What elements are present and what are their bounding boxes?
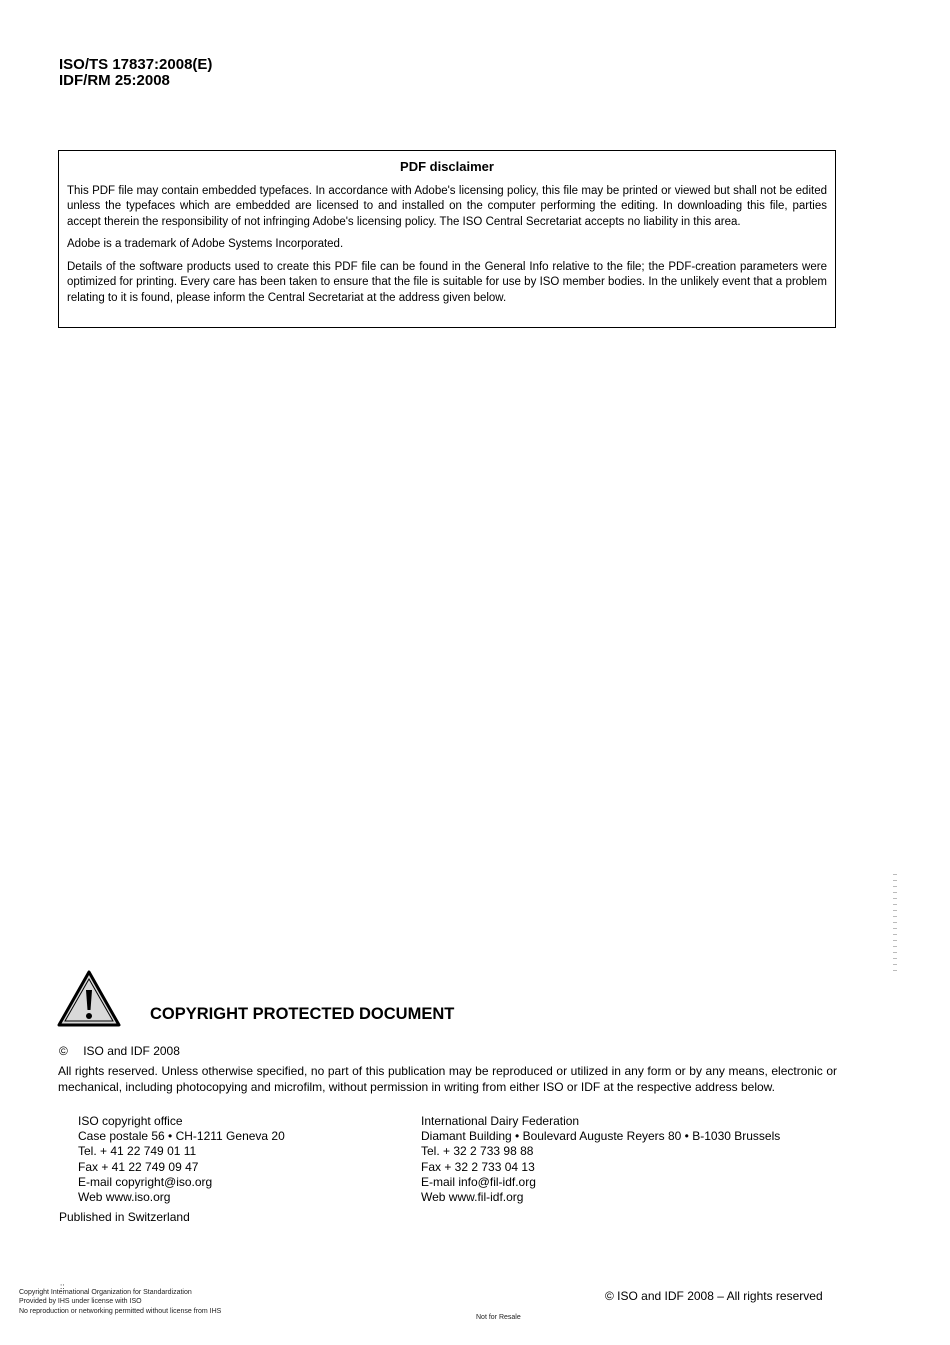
license-line: No reproduction or networking permitted without license from IHS <box>19 1307 222 1315</box>
iso-address-line: Case postale 56 • CH-1211 Geneva 20 <box>78 1129 285 1144</box>
idf-address-line: Diamant Building • Boulevard Auguste Reyers 80 • B-1030 Brussels <box>421 1129 781 1144</box>
idf-address-line: International Dairy Federation <box>421 1114 580 1128</box>
document-header <box>59 57 212 89</box>
idf-address-line: Tel. + 32 2 733 98 88 <box>421 1144 534 1159</box>
disclaimer-paragraph: Details of the software products used to create this PDF file can be found in the General Info relative to the file; the PDF-creation parameters were optimized for printing. Every care has been taken to ensure that the file is suitable for use by ISO member bodies. In the unlikely event that a problem relating to it is found, please inform the Central Secretariat at the address given below. <box>67 260 827 304</box>
iso-address-line: Tel. + 41 22 749 01 11 <box>78 1144 197 1159</box>
idf-email[interactable]: E-mail info@fil-idf.org <box>421 1174 536 1189</box>
warning-triangle-icon <box>57 970 121 1027</box>
published-location: Published in Switzerland <box>59 1210 190 1224</box>
copyright-holder-line <box>59 1044 180 1058</box>
iso-address-block <box>78 1114 285 1205</box>
iso-email[interactable]: E-mail copyright@iso.org <box>78 1174 213 1189</box>
copyright-title: COPYRIGHT PROTECTED DOCUMENT <box>150 1005 455 1023</box>
iso-address-line: Fax + 41 22 749 09 47 <box>78 1159 199 1174</box>
not-for-resale-label: Not for Resale <box>476 1314 521 1321</box>
idf-address-block <box>421 1114 780 1205</box>
copyright-symbol: © <box>59 1044 68 1058</box>
header-idf-number: IDF/RM 25:2008 <box>59 72 170 89</box>
idf-address-line: Fax + 32 2 733 04 13 <box>421 1159 535 1174</box>
copyright-holder: ISO and IDF 2008 <box>83 1044 180 1058</box>
iso-web[interactable]: Web www.iso.org <box>78 1190 171 1205</box>
license-line: Provided by IHS under license with ISO <box>19 1298 142 1306</box>
iso-address-line: ISO copyright office <box>78 1114 183 1128</box>
header-iso-number: ISO/TS 17837:2008(E) <box>59 56 213 73</box>
pdf-disclaimer-box <box>58 150 836 328</box>
margin-trace-marks <box>893 874 897 974</box>
idf-web[interactable]: Web www.fil-idf.org <box>421 1190 524 1205</box>
license-line: Copyright International Organization for Standardization <box>19 1289 192 1296</box>
footer-rights: © ISO and IDF 2008 – All rights reserved <box>605 1289 823 1303</box>
disclaimer-paragraph: Adobe is a trademark of Adobe Systems Incorporated. <box>67 238 344 250</box>
disclaimer-title: PDF disclaimer <box>400 159 494 174</box>
footer-dots-mark: :: <box>60 1282 65 1291</box>
license-notice <box>19 1288 221 1316</box>
rights-statement: All rights reserved. Unless otherwise specified, no part of this publication may be reproduced or utilized in any form or by any means, electronic or mechanical, including photocopying and microfilm, without permission in writing from either ISO or IDF at the respective address below. <box>58 1064 837 1094</box>
disclaimer-paragraph: This PDF file may contain embedded typefaces. In accordance with Adobe's licensing policy, this file may be printed or viewed but shall not be edited unless the typefaces which are embedded are licensed to and installed on the computer performing the editing. In downloading this file, parties accept therein the responsibility of not infringing Adobe's licensing policy. The ISO Central Secretariat accepts no liability in this area. <box>67 184 827 228</box>
